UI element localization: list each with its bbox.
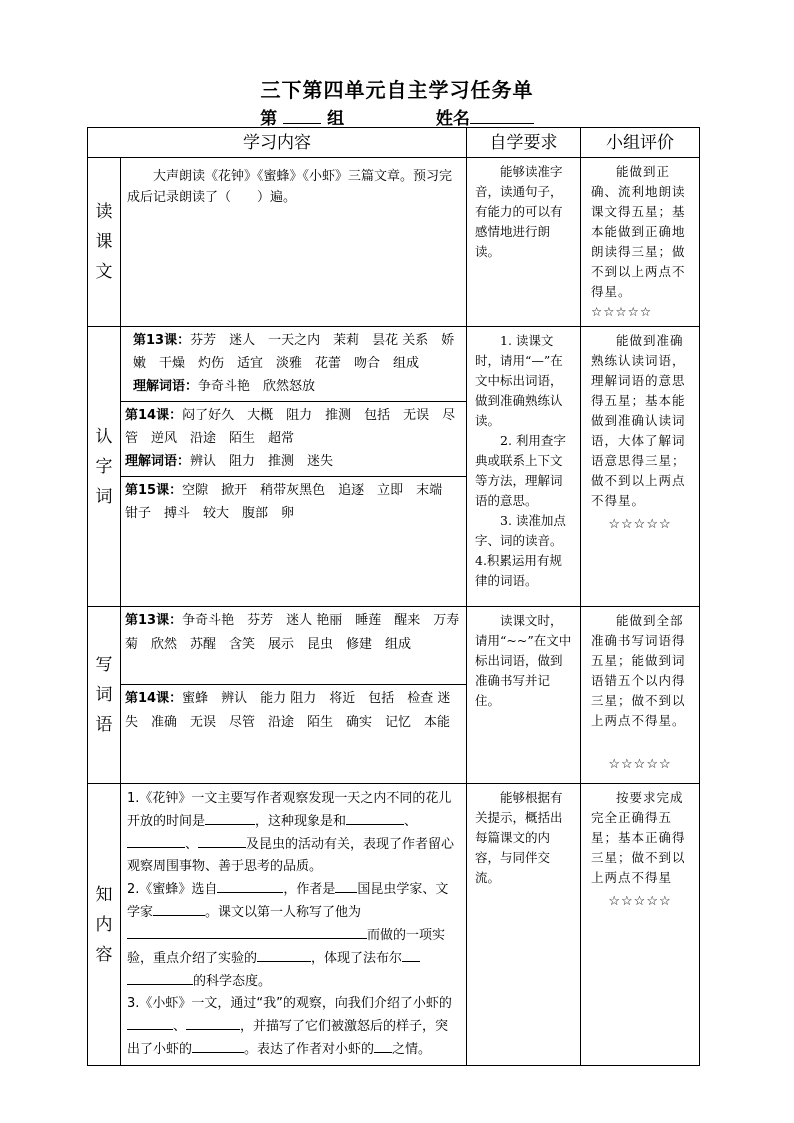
answer-blank[interactable] (335, 878, 357, 893)
category-char: 词 (95, 486, 113, 507)
answer-blank[interactable] (127, 924, 367, 939)
category-recognize (88, 327, 121, 607)
question-3 (127, 993, 460, 1061)
row-reading (88, 158, 700, 327)
question-text: 2.《蜜蜂》选自 (127, 882, 218, 897)
reading-stars[interactable]: ☆☆☆☆☆ (591, 304, 653, 319)
category-write (88, 607, 121, 784)
category-char: 容 (95, 944, 113, 965)
question-text: 而做的一项实验，重点介绍了实验的 (127, 928, 446, 966)
recognize-stars[interactable]: ☆☆☆☆☆ (608, 517, 672, 532)
category-char: 写 (95, 655, 113, 675)
question-text: 、 (173, 1019, 187, 1034)
answer-blank[interactable] (346, 810, 404, 825)
knowledge-evaluation-text: 按要求完成完全正确得五星；基本正确得三星；做不到以上两点不得星 (591, 790, 686, 885)
lesson-label: 第14课： (125, 691, 183, 706)
lesson-label: 第14课： (125, 408, 183, 423)
question-text: 1.《花钟》一文主要写作者观察发现一天之内不同的花儿开放的时间是 (127, 791, 452, 829)
row-recognize (88, 327, 700, 607)
question-text: 。课文以第一人称写了他为 (205, 905, 362, 920)
recognize-lesson13 (121, 327, 466, 402)
lesson-label: 第13课： (125, 613, 183, 628)
answer-blank[interactable] (127, 970, 193, 985)
header-row (88, 128, 700, 158)
recognize-content (121, 327, 467, 607)
category-char: 读 (95, 202, 113, 222)
category-char: 字 (95, 456, 113, 477)
understand-words: 辨认 阻力 推测 迷失 (190, 454, 334, 469)
write-evaluation-text: 能做到全部准确书写词语得五星；能做到词语错五个以内得三星；做不到以上两点不得星。 (591, 613, 686, 728)
category-char: 词 (95, 685, 113, 705)
knowledge-requirement: 能够根据有关提示，概括出每篇课文的内容，与同伴交流。 (467, 784, 581, 1066)
requirement-item: 2. 利用查字典或联系上下文等方法，理解词语的意思。 (475, 433, 566, 508)
reading-evaluation-text: 能做到正确、流利地朗读课文得五星；基本能做到正确地朗读得三星；做不到以上两点不得星。 (591, 164, 686, 299)
group-suffix: 组 (327, 109, 345, 129)
recognize-evaluation-text: 能做到准确熟练认读词语，理解词语的意思得五星；基本能做到准确认读词语，大体了解词语意思得三星；做不到以上两点不得星。 (591, 333, 686, 508)
answer-blank[interactable] (127, 833, 185, 848)
write-stars[interactable]: ☆☆☆☆☆ (608, 757, 672, 772)
question-text: 。表达了作者对小虾的 (244, 1042, 375, 1057)
lesson-words: 争奇斗艳 芬芳 迷人 艳丽 睡莲 醒来 万寿菊 欣然 苏醒 含笑 展示 昆虫 修建 组成 (125, 613, 460, 652)
recognize-lesson14 (121, 402, 466, 477)
question-text: 之情。 (392, 1042, 432, 1057)
name-blank[interactable] (470, 108, 534, 124)
page-title: 三下第四单元自主学习任务单 (260, 78, 534, 102)
category-char: 认 (95, 426, 113, 447)
reading-content: 大声朗读《花钟》《蜜蜂》《小虾》三篇文章。预习完成后记录朗读了（ ）遍。 (121, 158, 467, 327)
lesson-words: 空隙 掀开 稍带灰黑色 追逐 立即 末端 钳子 搏斗 较大 腹部 卵 (125, 483, 456, 521)
category-char: 知 (95, 884, 113, 905)
requirement-item: 1. 读课文时，请用“—”在文中标出词语，做到准确熟练认读。 (475, 333, 563, 428)
answer-blank[interactable] (257, 947, 311, 962)
question-1 (127, 788, 460, 878)
row-write (88, 607, 700, 784)
header-requirement: 自学要求 (467, 128, 581, 158)
write-lesson13 (121, 607, 466, 685)
question-text: 3.《小虾》一文，通过“我”的观察，向我们介绍了小虾的 (127, 996, 452, 1011)
question-text: ，体现了法布尔 (311, 951, 403, 966)
category-char: 文 (95, 262, 113, 282)
group-blank[interactable] (283, 108, 321, 124)
lesson-label: 第13课： (133, 333, 191, 348)
write-evaluation (581, 607, 700, 784)
knowledge-stars[interactable]: ☆☆☆☆☆ (608, 894, 672, 909)
understand-words: 争奇斗艳 欣然怒放 (198, 379, 316, 394)
answer-blank[interactable] (192, 1038, 244, 1053)
question-2 (127, 878, 460, 993)
lesson-words: 蜜蜂 辨认 能力 阻力 将近 包括 检查 迷失 准确 无误 尽管 沿途 陌生 确实 记忆 本能 (125, 691, 451, 730)
write-lesson14 (121, 685, 466, 738)
category-char: 语 (95, 715, 113, 735)
answer-blank[interactable] (153, 901, 205, 916)
task-table (87, 127, 700, 1066)
category-reading (88, 158, 121, 327)
question-text: ，这种现象是和 (255, 814, 347, 829)
recognize-requirement (467, 327, 581, 607)
reading-evaluation (581, 158, 700, 327)
question-text: ，作者是 (283, 882, 336, 897)
requirement-item: 3. 读准加点字、词的读音。 (475, 513, 566, 548)
header-evaluation: 小组评价 (581, 128, 700, 158)
answer-blank[interactable] (198, 833, 246, 848)
group-prefix: 第 (260, 109, 278, 129)
answer-blank[interactable] (127, 1015, 173, 1030)
knowledge-evaluation (581, 784, 700, 1066)
question-text: 国昆虫学家、文学家 (127, 882, 449, 920)
requirement-item: 4.积累运用有规律的词语。 (475, 553, 562, 588)
reading-requirement: 能够读准字音，读通句子，有能力的可以有感情地进行朗读。 (467, 158, 581, 327)
answer-blank[interactable] (186, 1015, 240, 1030)
write-requirement: 读课文时，请用“~~”在文中标出词语，做到准确书写并记住。 (467, 607, 581, 784)
lesson-words: 芬芳 迷人 一天之内 茉莉 昙花 关系 娇嫩 干燥 灼伤 适宜 淡雅 花蕾 吻合 组成 (133, 333, 455, 371)
category-knowledge (88, 784, 121, 1066)
row-knowledge (88, 784, 700, 1066)
answer-blank[interactable] (374, 1038, 392, 1053)
write-content (121, 607, 467, 784)
question-text: ，并描写了它们被激怒后的样子，突出了小虾的 (127, 1019, 449, 1057)
lesson-label: 第15课： (125, 483, 183, 498)
recognize-lesson15 (121, 477, 466, 528)
answer-blank[interactable] (205, 810, 255, 825)
category-char: 内 (95, 914, 113, 935)
question-text: 的科学态度。 (193, 974, 272, 989)
understand-label: 理解词语： (125, 454, 191, 469)
knowledge-content (121, 784, 467, 1066)
answer-blank[interactable] (402, 947, 420, 962)
question-text: 、 (185, 837, 199, 852)
question-text: 、 (404, 814, 418, 829)
header-content: 学习内容 (88, 128, 467, 158)
lesson-words: 闷了好久 大概 阻力 推测 包括 无误 尽管 逆风 沿途 陌生 超常 (125, 408, 456, 446)
name-label: 姓名 (435, 109, 470, 129)
question-text: 及昆虫的活动有关，表现了作者留心观察周围事物、善于思考的品质。 (127, 837, 455, 874)
understand-label: 理解词语： (133, 379, 199, 394)
category-char: 课 (95, 232, 113, 252)
subtitle-line (0, 104, 794, 129)
recognize-evaluation (581, 327, 700, 607)
answer-blank[interactable] (217, 878, 283, 893)
